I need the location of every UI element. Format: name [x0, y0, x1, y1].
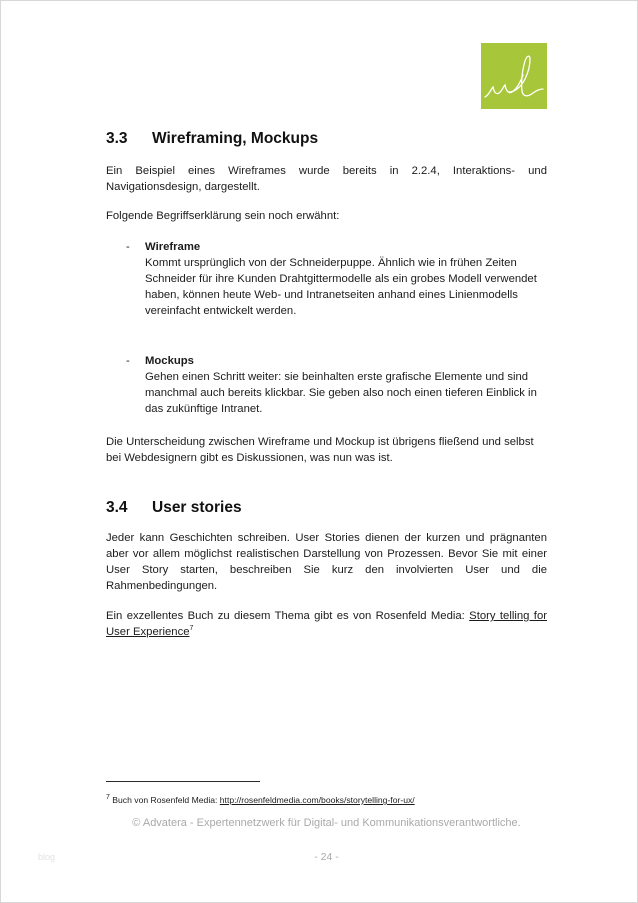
paragraph: Die Unterscheidung zwischen Wireframe und Mockup ist übrigens fließend und selbst bei Webdesignern gibt es Diskussionen, was nun was ist. — [106, 436, 534, 464]
list-item-wireframe — [145, 239, 549, 319]
section-number: 3.3 — [106, 130, 128, 147]
paragraph: Jeder kann Geschichten schreiben. User Stories dienen der kurzen und prägnanten aber vor allem möglichst realistischen Darstellung von Prozessen. Bevor Sie mit einer User Story starten, beschreiben Sie kurz den involvierten User und die Rahmenbedingungen. — [106, 532, 547, 592]
footnote-marker: 7 — [106, 794, 110, 802]
section-title: Wireframing, Mockups — [152, 130, 319, 147]
footnote-divider — [106, 781, 260, 782]
list-item-text: Gehen einen Schritt weiter: sie beinhalten erste grafische Elemente und sind manchmal auch bereits klickbar. Sie geben also noch einen tieferen Einblick in das zukünftige Intranet. — [145, 371, 537, 415]
paragraph-book-reference — [106, 608, 547, 640]
list-dash: - — [126, 241, 130, 253]
footnote — [106, 794, 547, 806]
footnote-ref[interactable]: 7 — [189, 625, 194, 633]
paragraph: Ein Beispiel eines Wireframes wurde bereits in 2.2.4, Interaktions- und Navigationsdesign, dargestellt. — [106, 165, 547, 193]
list-item-term: Mockups — [145, 355, 194, 367]
corner-label: blog — [38, 852, 56, 862]
page-number: - 24 - — [314, 851, 339, 863]
section-title: User stories — [152, 499, 242, 516]
list-item-text: Kommt ursprünglich von der Schneiderpuppe. Ähnlich wie in frühen Zeiten Schneider für ihre Kunden Drahtgittermodelle als ein grobes Modell verwendet haben, können heute Web- und Intranetseiten anhand eines Linienmodells vereinfacht entwickelt werden. — [145, 257, 537, 317]
footnote-text: Buch von Rosenfeld Media: — [109, 795, 220, 805]
paragraph: Folgende Begriffserklärung sein noch erwähnt: — [106, 210, 340, 222]
footnote-link[interactable]: http://rosenfeldmedia.com/books/storytelling-for-ux/ — [219, 795, 415, 805]
list-dash: - — [126, 355, 130, 367]
book-link[interactable]: Story telling for User Experience — [106, 610, 547, 638]
brand-logo — [481, 43, 547, 109]
section-number: 3.4 — [106, 499, 128, 516]
copyright-footer: © Advatera - Expertennetzwerk für Digital- und Kommunikationsverantwortliche. — [132, 817, 521, 829]
wl-signature-icon — [481, 43, 547, 109]
list-item-term: Wireframe — [145, 241, 201, 253]
list-item-mockups — [145, 353, 549, 417]
paragraph-text: Ein exzellentes Buch zu diesem Thema gibt es von Rosenfeld Media: — [106, 610, 470, 622]
